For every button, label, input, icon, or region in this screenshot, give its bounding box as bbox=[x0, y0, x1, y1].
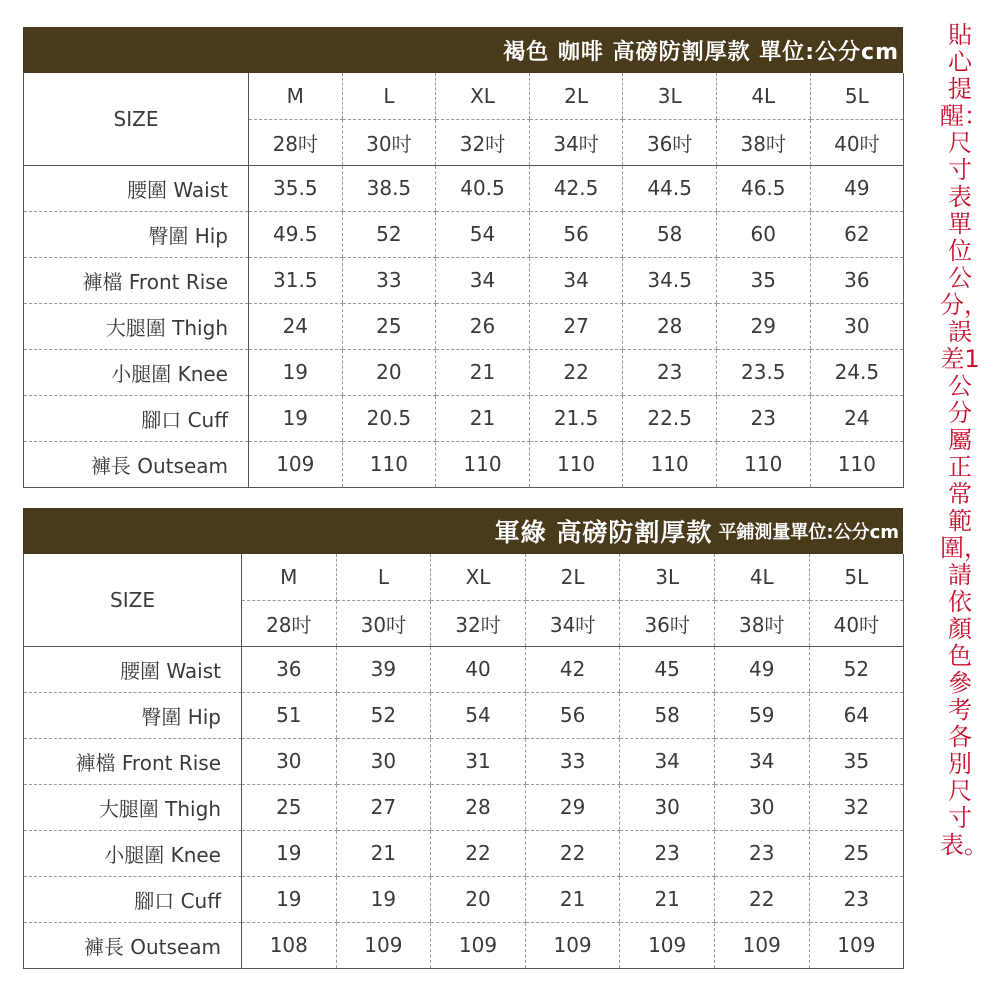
table-cell: 46.5 bbox=[716, 165, 810, 211]
table-cell: 59 bbox=[714, 692, 809, 738]
table-cell: 22.5 bbox=[623, 395, 717, 441]
measurement-label-text: 大腿圍 Thigh bbox=[105, 315, 228, 340]
inch-label: 38吋 bbox=[714, 600, 809, 646]
table-header bbox=[23, 508, 903, 554]
table-cell: 30 bbox=[620, 784, 715, 830]
table-cell: 109 bbox=[525, 922, 620, 968]
table-cell: 58 bbox=[620, 692, 715, 738]
inch-label: 40吋 bbox=[810, 119, 904, 165]
table-cell: 19 bbox=[336, 876, 431, 922]
table-cell: 33 bbox=[342, 257, 436, 303]
table-cell: 62 bbox=[810, 211, 904, 257]
table-cell: 110 bbox=[716, 441, 810, 487]
size-label: L bbox=[342, 73, 436, 119]
size-label: 2L bbox=[525, 554, 620, 600]
table-cell: 30 bbox=[242, 738, 337, 784]
size-label: 4L bbox=[716, 73, 810, 119]
measurement-label bbox=[24, 441, 249, 487]
table-cell: 109 bbox=[336, 922, 431, 968]
measurement-label bbox=[24, 830, 242, 876]
table-row bbox=[24, 876, 904, 922]
table-cell: 30 bbox=[810, 303, 904, 349]
measurement-label bbox=[24, 349, 249, 395]
table-cell: 31.5 bbox=[249, 257, 343, 303]
size-row bbox=[24, 73, 904, 119]
table-cell: 34 bbox=[529, 257, 623, 303]
table-cell: 42.5 bbox=[529, 165, 623, 211]
inch-label: 28吋 bbox=[242, 600, 337, 646]
table-cell: 24.5 bbox=[810, 349, 904, 395]
size-row bbox=[24, 554, 904, 600]
table-title: 軍綠 高磅防割厚款 bbox=[494, 518, 713, 547]
table-cell: 19 bbox=[249, 395, 343, 441]
size-label: 5L bbox=[809, 554, 904, 600]
measurement-label-text: 小腿圍 Knee bbox=[104, 842, 221, 867]
size-label: 3L bbox=[620, 554, 715, 600]
table-cell: 52 bbox=[809, 646, 904, 692]
table-row bbox=[24, 257, 904, 303]
table-cell: 38.5 bbox=[342, 165, 436, 211]
table-row bbox=[24, 784, 904, 830]
size-label: XL bbox=[431, 554, 526, 600]
measurement-label bbox=[24, 646, 242, 692]
table-cell: 35 bbox=[809, 738, 904, 784]
table-cell: 28 bbox=[623, 303, 717, 349]
table-row bbox=[24, 349, 904, 395]
table-cell: 23.5 bbox=[716, 349, 810, 395]
table-cell: 28 bbox=[431, 784, 526, 830]
table-cell: 64 bbox=[809, 692, 904, 738]
measurement-label bbox=[24, 303, 249, 349]
inch-label: 32吋 bbox=[431, 600, 526, 646]
table-row bbox=[24, 646, 904, 692]
size-header: SIZE bbox=[24, 554, 242, 646]
table-cell: 23 bbox=[809, 876, 904, 922]
table-cell: 42 bbox=[525, 646, 620, 692]
table-cell: 20.5 bbox=[342, 395, 436, 441]
table-row bbox=[24, 211, 904, 257]
measurement-label-text: 大腿圍 Thigh bbox=[98, 796, 221, 821]
table-cell: 31 bbox=[431, 738, 526, 784]
table-row bbox=[24, 165, 904, 211]
inch-label: 34吋 bbox=[529, 119, 623, 165]
table-cell: 54 bbox=[436, 211, 530, 257]
table-row bbox=[24, 441, 904, 487]
table-cell: 40 bbox=[431, 646, 526, 692]
table-cell: 60 bbox=[716, 211, 810, 257]
table-row bbox=[24, 830, 904, 876]
table-row bbox=[24, 692, 904, 738]
size-table-green bbox=[23, 508, 903, 969]
table-cell: 51 bbox=[242, 692, 337, 738]
table-cell: 34 bbox=[714, 738, 809, 784]
table-cell: 49 bbox=[810, 165, 904, 211]
size-label: XL bbox=[436, 73, 530, 119]
size-label: 4L bbox=[714, 554, 809, 600]
table-cell: 40.5 bbox=[436, 165, 530, 211]
table-cell: 36 bbox=[242, 646, 337, 692]
size-label: 5L bbox=[810, 73, 904, 119]
measurement-label bbox=[24, 395, 249, 441]
table-cell: 21 bbox=[525, 876, 620, 922]
size-label: L bbox=[336, 554, 431, 600]
table-cell: 22 bbox=[525, 830, 620, 876]
measurement-label-text: 褲長 Outseam bbox=[83, 934, 221, 959]
size-header: SIZE bbox=[24, 73, 249, 165]
inch-label: 30吋 bbox=[336, 600, 431, 646]
table-cell: 108 bbox=[269, 933, 308, 957]
table-subtitle: 平鋪測量單位:公分cm bbox=[718, 522, 899, 543]
table-cell: 52 bbox=[342, 211, 436, 257]
measurement-label bbox=[24, 211, 249, 257]
size-chart bbox=[23, 73, 904, 488]
table-cell: 26 bbox=[436, 303, 530, 349]
table-cell: 21.5 bbox=[529, 395, 623, 441]
table-cell: 27 bbox=[529, 303, 623, 349]
measurement-label bbox=[24, 876, 242, 922]
table-cell: 23 bbox=[623, 349, 717, 395]
table-cell: 39 bbox=[336, 646, 431, 692]
table-cell: 22 bbox=[714, 876, 809, 922]
measurement-label-text: 腳口 Cuff bbox=[141, 407, 228, 432]
measurement-label-text: 腰圍 Waist bbox=[127, 177, 228, 202]
table-cell: 23 bbox=[714, 830, 809, 876]
table-cell: 25 bbox=[809, 830, 904, 876]
table-cell: 35.5 bbox=[249, 165, 343, 211]
table-cell: 19 bbox=[242, 830, 337, 876]
table-cell: 109 bbox=[276, 452, 315, 476]
measurement-label bbox=[24, 738, 242, 784]
table-cell: 21 bbox=[436, 349, 530, 395]
table-cell: 54 bbox=[431, 692, 526, 738]
table-title: 褐色 咖啡 高磅防割厚款 單位:公分cm bbox=[503, 39, 899, 65]
measurement-label-text: 褲長 Outseam bbox=[90, 453, 228, 478]
inch-label: 28吋 bbox=[249, 119, 343, 165]
measurement-label-text: 腰圍 Waist bbox=[120, 658, 221, 683]
measurement-label-text: 臀圍 Hip bbox=[148, 223, 228, 248]
table-cell: 21 bbox=[620, 876, 715, 922]
table-cell: 33 bbox=[525, 738, 620, 784]
measurement-label bbox=[24, 784, 242, 830]
measurement-label-text: 褲檔 Front Rise bbox=[82, 269, 228, 294]
size-label: M bbox=[249, 73, 343, 119]
table-cell: 110 bbox=[342, 441, 436, 487]
table-cell: 110 bbox=[810, 441, 904, 487]
inch-label: 36吋 bbox=[620, 600, 715, 646]
table-cell: 45 bbox=[620, 646, 715, 692]
table-cell: 110 bbox=[436, 441, 530, 487]
table-cell: 44.5 bbox=[623, 165, 717, 211]
table-cell: 36 bbox=[810, 257, 904, 303]
table-row bbox=[24, 922, 904, 968]
table-cell: 32 bbox=[809, 784, 904, 830]
measurement-label bbox=[24, 165, 249, 211]
inch-label: 34吋 bbox=[525, 600, 620, 646]
table-cell: 58 bbox=[623, 211, 717, 257]
table-cell: 25 bbox=[342, 303, 436, 349]
table-cell: 35 bbox=[716, 257, 810, 303]
table-cell: 23 bbox=[716, 395, 810, 441]
table-cell: 19 bbox=[242, 876, 337, 922]
table-cell: 52 bbox=[336, 692, 431, 738]
table-cell: 30 bbox=[714, 784, 809, 830]
inch-label: 32吋 bbox=[436, 119, 530, 165]
table-cell: 20 bbox=[342, 349, 436, 395]
inch-label: 30吋 bbox=[342, 119, 436, 165]
table-cell: 21 bbox=[336, 830, 431, 876]
measurement-label-text: 臀圍 Hip bbox=[141, 704, 221, 729]
table-cell: 110 bbox=[529, 441, 623, 487]
table-cell: 24 bbox=[249, 303, 343, 349]
measurement-label-text: 腳口 Cuff bbox=[134, 888, 221, 913]
table-cell: 109 bbox=[620, 922, 715, 968]
size-label: 2L bbox=[529, 73, 623, 119]
side-note: 貼心提醒：尺寸表單位公分，誤差1公分屬正常範圍，請依顏色參考各別尺寸表。 bbox=[940, 21, 988, 859]
table-cell: 20 bbox=[431, 876, 526, 922]
table-cell: 27 bbox=[336, 784, 431, 830]
inch-label: 36吋 bbox=[623, 119, 717, 165]
measurement-label-text: 褲檔 Front Rise bbox=[75, 750, 221, 775]
measurement-label bbox=[24, 692, 242, 738]
table-cell: 22 bbox=[431, 830, 526, 876]
table-cell: 34 bbox=[436, 257, 530, 303]
table-cell: 24 bbox=[810, 395, 904, 441]
table-cell: 29 bbox=[716, 303, 810, 349]
inch-label: 38吋 bbox=[716, 119, 810, 165]
table-cell: 29 bbox=[525, 784, 620, 830]
table-cell: 34 bbox=[620, 738, 715, 784]
inch-label: 40吋 bbox=[809, 600, 904, 646]
table-cell: 110 bbox=[623, 441, 717, 487]
table-cell: 56 bbox=[525, 692, 620, 738]
table-cell: 30 bbox=[336, 738, 431, 784]
table-cell: 56 bbox=[529, 211, 623, 257]
size-table-brown bbox=[23, 27, 903, 488]
table-cell: 109 bbox=[714, 922, 809, 968]
measurement-label-text: 小腿圍 Knee bbox=[111, 361, 228, 386]
table-row bbox=[24, 738, 904, 784]
size-label: M bbox=[242, 554, 337, 600]
table-row bbox=[24, 303, 904, 349]
table-cell: 109 bbox=[431, 922, 526, 968]
table-cell: 22 bbox=[529, 349, 623, 395]
table-header bbox=[23, 27, 903, 73]
table-cell: 49.5 bbox=[249, 211, 343, 257]
table-cell: 34.5 bbox=[623, 257, 717, 303]
table-row bbox=[24, 395, 904, 441]
table-cell: 49 bbox=[714, 646, 809, 692]
table-cell: 21 bbox=[436, 395, 530, 441]
table-cell: 25 bbox=[242, 784, 337, 830]
size-chart bbox=[23, 554, 904, 969]
measurement-label bbox=[24, 257, 249, 303]
size-label: 3L bbox=[623, 73, 717, 119]
table-cell: 23 bbox=[620, 830, 715, 876]
table-cell: 109 bbox=[809, 922, 904, 968]
measurement-label bbox=[24, 922, 242, 968]
table-cell: 19 bbox=[249, 349, 343, 395]
